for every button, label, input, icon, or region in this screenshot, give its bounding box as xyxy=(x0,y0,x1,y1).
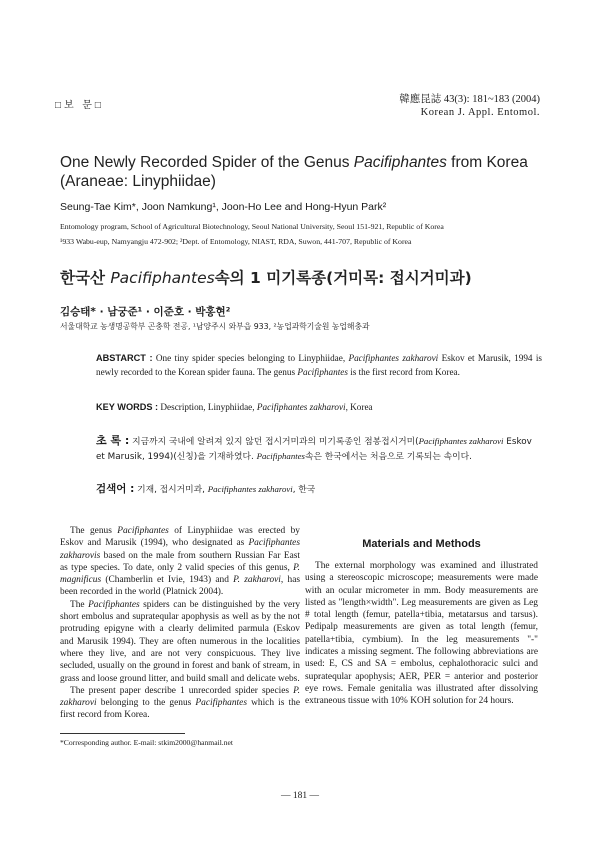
korean-affiliation: 서울대학교 농생명공학부 곤충학 전공, ¹남양주시 와부읍 933, ²농업과학기술원 농업해충과 xyxy=(60,322,370,331)
korean-abstract-genus: Pacifiphantes xyxy=(256,451,305,461)
intro-text: , has been recorded in the world (Platnick 2004). xyxy=(60,575,300,598)
intro-text: spiders can be distinguished by the very short embolus and suprateqular apophysis as well as by the not protruding epigyne with a clearly delimited parmula (Eskov and Marusik 1994). They are often numerous in the localities where they live, and are not very conspicuous. They live secluded, usually on the ground in forest and bank of stream, in grass and loose ground litter, and build small and delicate webs. xyxy=(60,599,301,684)
abstract-text: Eskov et Marusik, 1994 is newly recorded to the Korean spider fauna. The genus xyxy=(96,353,542,377)
journal-line-1: 韓應昆誌 43(3): 181~183 (2004) xyxy=(399,94,540,105)
korean-keywords-label: 검색어 : xyxy=(96,483,135,495)
keywords xyxy=(96,402,542,412)
intro-text: of Linyphiidae was erected by Eskov and Marusik (1994), who designated as xyxy=(60,526,300,549)
page-number: — 181 — xyxy=(281,791,319,801)
korean-abstract-text: 속은 한국에서는 처음으로 기록되는 속이다. xyxy=(304,452,472,462)
footnote-divider xyxy=(60,733,185,734)
intro-text: based on the male from southern Russian Far East as type species. To date, only 2 valid species of this genus, xyxy=(60,550,300,573)
affiliations xyxy=(60,219,540,249)
abstract-text: is the first record from Korea. xyxy=(347,366,460,377)
korean-abstract-text: Eskov et Marusik, 1994)(신칭)을 기재하였다. xyxy=(96,437,532,462)
abstract-species: Pacifiphantes zakharovi xyxy=(348,353,439,363)
intro-text: which is the first record from Korea. xyxy=(60,698,300,721)
abstract-label: ABSTARCT : xyxy=(96,353,153,363)
intro-paragraph-1 xyxy=(60,525,300,599)
keywords-label: KEY WORDS : xyxy=(96,402,159,412)
intro-paragraph-2 xyxy=(60,599,300,685)
intro-species: P. zakharovi xyxy=(233,575,281,586)
korean-title-suffix: 속의 1 미기록종(거미목: 접시거미과) xyxy=(214,269,472,287)
title-genus: Pacifiphantes xyxy=(353,154,447,171)
abstract-text: One tiny spider species belonging to Linyphiidae, xyxy=(152,353,349,363)
title-line-2: (Araneae: Linyphiidae) xyxy=(60,173,216,190)
korean-keywords-text: , 한국 xyxy=(292,485,316,495)
introduction xyxy=(60,525,300,722)
abstract-genus: Pacifiphantes xyxy=(297,366,348,377)
korean-title xyxy=(60,266,472,288)
intro-genus: Pacifiphantes xyxy=(195,698,247,709)
korean-abstract-label: 초 록 : xyxy=(96,434,130,447)
methods-paragraph: The external morphology was examined and illustrated using a stereoscopic microscope; measurements were made with an ocular micrometer in mm. Body measurements are listed as "length×width". Leg measurements are given as Leg # total length (femur, patella+tibia, metatarsus and tarsus). Pedipalp measurements are given as total length (femur, patella+tibia, cymbium). In the leg measurements "-" indicates a missing segment. The following abbreviations are used: E, CS and SA = embolus, cephalothoracic sulci and suprateqular apophysis; AER, PER = anterior and posterior eye rows. Female genitalia was illustrated after dissolving extraneous tissue with 10% KOH solution for 24 hours. xyxy=(305,561,538,707)
korean-keywords-species: Pacifiphantes zakharovi xyxy=(207,484,293,494)
korean-keywords-text: 기재, 접시거미과, xyxy=(134,485,208,495)
korean-abstract xyxy=(96,434,542,464)
affiliation-2: ¹933 Wabu-eup, Namyangju 472-902; ²Dept. of Entomology, NIAST, RDA, Suwon, 441-707, Republic of Korea xyxy=(60,237,412,246)
footnote: *Corresponding author. E-mail: stkim2000@hanmail.net xyxy=(60,738,233,747)
affiliation-1: Entomology program, School of Agricultural Biotechnology, Seoul National University, Seoul 151-921, Republic of Korea xyxy=(60,222,444,231)
keywords-species: Pacifiphantes zakharovi xyxy=(256,402,346,412)
intro-genus: Pacifiphantes xyxy=(117,526,169,536)
intro-paragraph-3 xyxy=(60,685,300,722)
korean-title-prefix: 한국산 xyxy=(60,269,111,287)
paper-title xyxy=(60,153,540,191)
title-suffix: from Korea xyxy=(446,154,528,171)
intro-species: P. magnificus xyxy=(60,562,300,586)
intro-text: The present paper describe 1 unrecorded spider species xyxy=(70,685,294,696)
author-list: Seung-Tae Kim*, Joon Namkung¹, Joon-Ho Lee and Hong-Hyun Park² xyxy=(60,201,387,213)
methods-heading: Materials and Methods xyxy=(362,538,481,550)
intro-species: P. zakharovi xyxy=(60,685,300,709)
korean-abstract-text: 지금까지 국내에 알려져 있지 않던 접시거미과의 미기록종인 점봉접시거미( xyxy=(129,437,419,447)
methods-section xyxy=(305,560,538,708)
korean-author-list: 김승태* · 남궁준¹ · 이준호 · 박홍현² xyxy=(60,306,231,318)
journal-line-2: Korean J. Appl. Entomol. xyxy=(420,107,540,118)
korean-abstract-species: Pacifiphantes zakharovi xyxy=(418,436,504,446)
intro-species: Pacifiphantes zakharovis xyxy=(60,538,300,561)
abstract xyxy=(96,352,542,379)
intro-genus: Pacifiphantes xyxy=(88,599,140,610)
title-prefix: One Newly Recorded Spider of the Genus xyxy=(60,154,354,171)
keywords-text: , Korea xyxy=(345,402,373,412)
korean-keywords xyxy=(96,481,542,496)
intro-text: The genus xyxy=(70,526,118,536)
keywords-text: Description, Linyphiidae, xyxy=(158,402,257,412)
intro-text: (Chamberlin et Ivie, 1943) and xyxy=(101,575,234,586)
journal-citation xyxy=(399,93,540,119)
intro-text: The xyxy=(70,599,89,610)
korean-title-genus: Pacifiphantes xyxy=(110,269,215,287)
intro-text: belonging to the genus xyxy=(96,698,196,709)
section-label: □보 문□ xyxy=(55,100,104,111)
